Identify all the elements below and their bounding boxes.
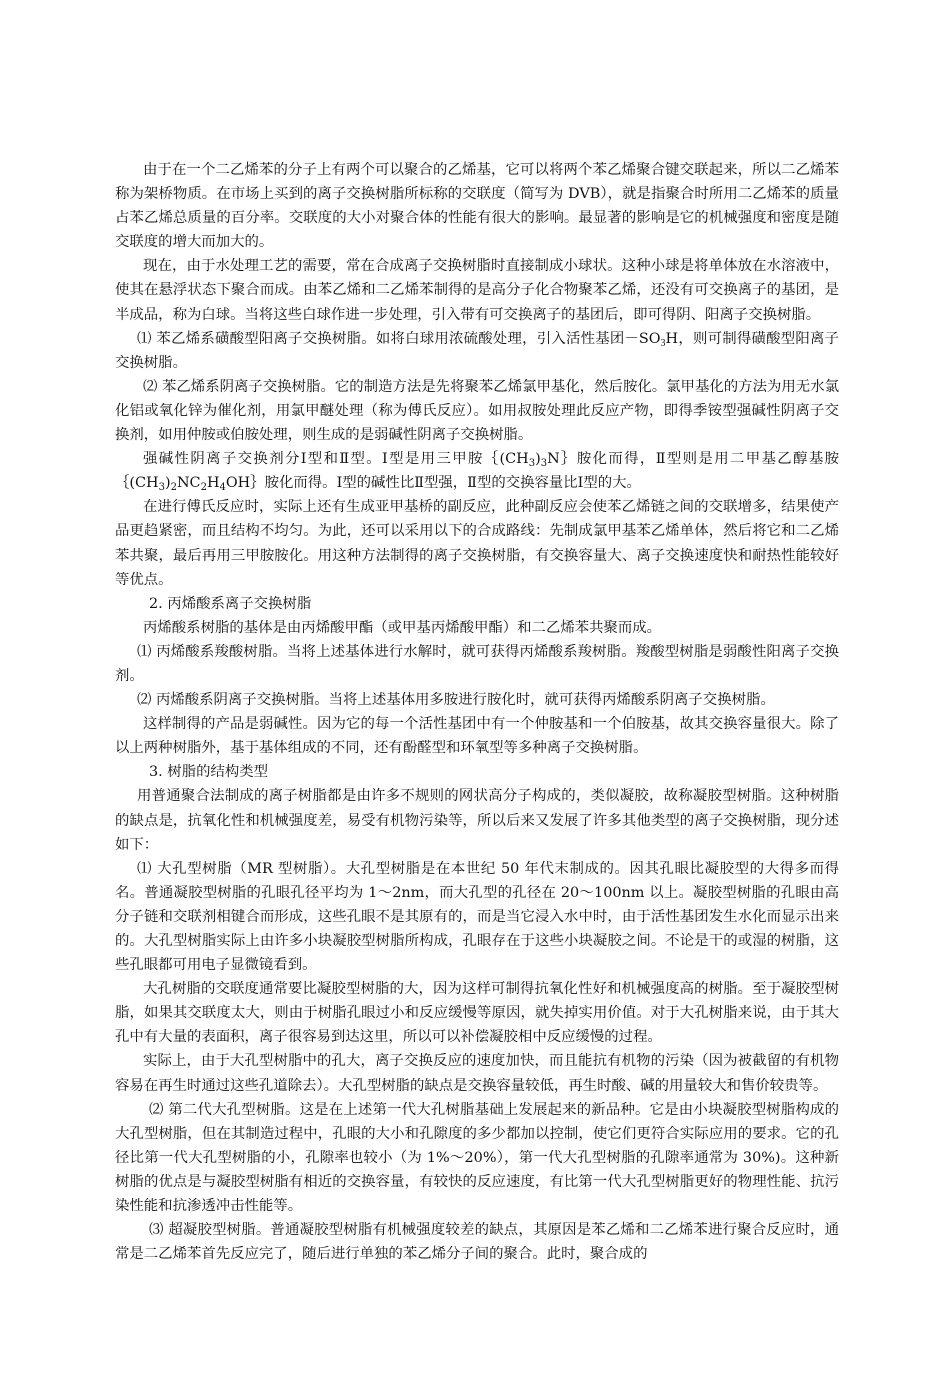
paragraph-crosslink-degree: 大孔树脂的交联度通常要比凝胶型树脂的大，因为这样可制得抗氧化性好和机械强度高的树脂。至于凝胶型树脂，如果其交联度太大，则由于树脂孔眼过小和反应缓慢等原因，就失掉实用价值。对于大孔树脂来说，由于其大孔中有大量的表面积，离子很容易到达这里，所以可以补偿凝胶相中反应缓慢的过程。 [115, 981, 839, 1046]
paragraph-crosslinking: 由于在一个二乙烯苯的分子上有两个可以聚合的乙烯基，它可以将两个苯乙烯聚合键交联起来，所以二乙烯苯称为架桥物质。在市场上买到的离子交换树脂所标称的交联度（简写为 DVB），就是指聚合时所用二乙烯苯的质量占苯乙烯总质量的百分率。交联度的大小对聚合体的性能有很大的影响。最显著的影响是它的机械强度和密度是随交联度的增大而加大的。 [115, 162, 839, 251]
section-heading-structure: 3. 树脂的结构类型 [149, 764, 269, 781]
subscript: 2 [200, 482, 207, 494]
paragraph-white-beads: 现在，由于水处理工艺的需要，常在合成离子交换树脂时直接制成小球状。这种小球是将单体放在水溶液中，使其在悬浮状态下聚合而成。由苯乙烯和二乙烯苯制得的是高分子化合物聚苯乙烯，还没有可交换离子的基团，是半成品，称为白球。当将这些白球作进一步处理，引入带有可交换离子的基团后，即可得阴、阳离子交换树脂。 [115, 258, 839, 323]
subscript: 2 [170, 482, 177, 494]
paragraph-friedel-crafts: 在进行傅氏反应时，实际上还有生成亚甲基桥的副反应，此种副反应会使苯乙烯链之间的交联增多，结果使产品更趋紧密，而且结构不均匀。为此，还可以采用以下的合成路线：先制成氯甲基苯乙烯单体，然后将它和二乙烯苯共聚，最后再用三甲胺胺化。用这种方法制得的离子交换树脂，有交换容量大、离子交换速度快和耐热性能较好等优点。 [115, 499, 839, 588]
text-run: ) [535, 451, 541, 468]
subscript: 3 [660, 337, 666, 349]
paragraph-anion-resin: ⑵ 苯乙烯系阴离子交换树脂。它的制造方法是先将聚苯乙烯氯甲基化，然后胺化。氯甲基化的方法为用无水氯化铝或氧化锌为催化剂，用氯甲醚处理（称为傅氏反应）。如用叔胺处理此反应产物，即得季铵型强碱性阴离子交换剂，如用仲胺或伯胺处理，则生成的是弱碱性阴离子交换树脂。 [115, 378, 839, 444]
text-run: H [206, 475, 220, 492]
subscript: 4 [219, 482, 226, 494]
paragraph-strong-base-types [115, 447, 839, 495]
text-run: 强碱性阴离子交换剂分Ⅰ型和Ⅱ型。Ⅰ型是用三甲胺｛(CH [143, 451, 529, 468]
paragraph-super-gel: ⑶ 超凝胶型树脂。普通凝胶型树脂有机械强度较差的缺点，其原因是苯乙烯和二乙烯苯进行聚合反应时，通常是二乙烯苯首先反应完了，随后进行单独的苯乙烯分子间的聚合。此时，聚合成的 [115, 1222, 839, 1263]
paragraph-acrylic-matrix: 丙烯酸系树脂的基体是由丙烯酸甲酯（或甲基丙烯酸甲酯）和二乙烯苯共聚而成。 [143, 619, 662, 636]
text-run: ⑴ 苯乙烯系磺酸型阳离子交换树脂。如将白球用浓硫酸处理，引入活性基团－SO [137, 330, 661, 347]
paragraph-second-generation: ⑵ 第二代大孔型树脂。这是在上述第一代大孔树脂基础上发展起来的新品种。它是由小块凝胶型树脂构成的大孔型树脂，但在其制造过程中，孔眼的大小和孔隙度的多少都加以控制，使它们更符合实际应用的要求。它的孔径比第一代大孔型树脂的小，孔隙率也较小（为 1%～20%），第一代大孔型树脂的孔隙率通常为 30%)。这种新树脂的优点是与凝胶型树脂有相近的交换容量，有较快的反应速度，有比第一代大孔型树脂更好的物理性能、抗污染性能和抗渗透冲击性能等。 [115, 1101, 839, 1215]
text-run: OH｝胺化而得。Ⅰ型的碱性比Ⅱ型强，Ⅱ型的交换容量比Ⅰ型的大。 [225, 475, 641, 492]
text-run: H，则可制得磺酸型阳离子交换树脂。 [115, 330, 839, 371]
document-page [115, 158, 839, 1266]
subscript: 3 [540, 458, 548, 470]
paragraph-gel-type: 用普通聚合法制成的离子树脂都是由许多不规则的网状高分子构成的，类似凝胶，故称凝胶型树脂。这种树脂的缺点是，抗氧化性和机械强度差，易受有机物污染等，所以后来又发展了许多其他类型的离子交换树脂，现分述如下： [115, 788, 839, 853]
subscript: 3 [158, 482, 165, 494]
paragraph-macroporous: ⑴ 大孔型树脂（MR 型树脂）。大孔型树脂是在本世纪 50 年代末制成的。因其孔眼比凝胶型的大得多而得名。普通凝胶型树脂的孔眼孔径平均为 1～2nm，而大孔型的孔径在 20～100nm 以上。凝胶型树脂的孔眼由高分子链和交联剂相键合而形成，这些孔眼不是其原有的，而是当它浸入水中时，由于活性基团发生水化而显示出来的。大孔型树脂实际上由许多小块凝胶型树脂所构成，孔眼存在于这些小块凝胶之间。不论是干的或湿的树脂，这些孔眼都可用电子显微镜看到。 [115, 860, 839, 974]
paragraph-organic-fouling: 实际上，由于大孔型树脂中的孔大，离子交换反应的速度加快，而且能抗有机物的污染（因为被截留的有机物容易在再生时通过这些孔道除去）。大孔型树脂的缺点是交换容量较低，再生时酸、碱的用量较大和售价较贵等。 [115, 1053, 839, 1094]
paragraph-weak-base: 这样制得的产品是弱碱性。因为它的每一个活性基团中有一个仲胺基和一个伯胺基，故其交换容量很大。除了以上两种树脂外，基于基体组成的不同，还有酚醛型和环氧型等多种离子交换树脂。 [115, 716, 839, 757]
section-heading-acrylic: 2. 丙烯酸系离子交换树脂 [149, 595, 312, 612]
text-run: N｝胺化而得，Ⅱ型则是用二甲基乙醇基胺｛(CH [115, 451, 839, 492]
paragraph-sulfonic-resin [115, 327, 839, 375]
text-run: NC [176, 475, 201, 492]
paragraph-acrylic-carboxylic: ⑴ 丙烯酸系羧酸树脂。当将上述基体进行水解时，就可获得丙烯酸系羧树脂。羧酸型树脂是弱酸性阳离子交换剂。 [115, 643, 839, 684]
text-run: ) [164, 475, 171, 492]
paragraph-acrylic-anion: ⑵ 丙烯酸系阴离子交换树脂。当将上述基体用多胺进行胺化时，就可获得丙烯酸系阴离子交换树脂。 [137, 692, 775, 709]
subscript: 3 [528, 458, 536, 470]
